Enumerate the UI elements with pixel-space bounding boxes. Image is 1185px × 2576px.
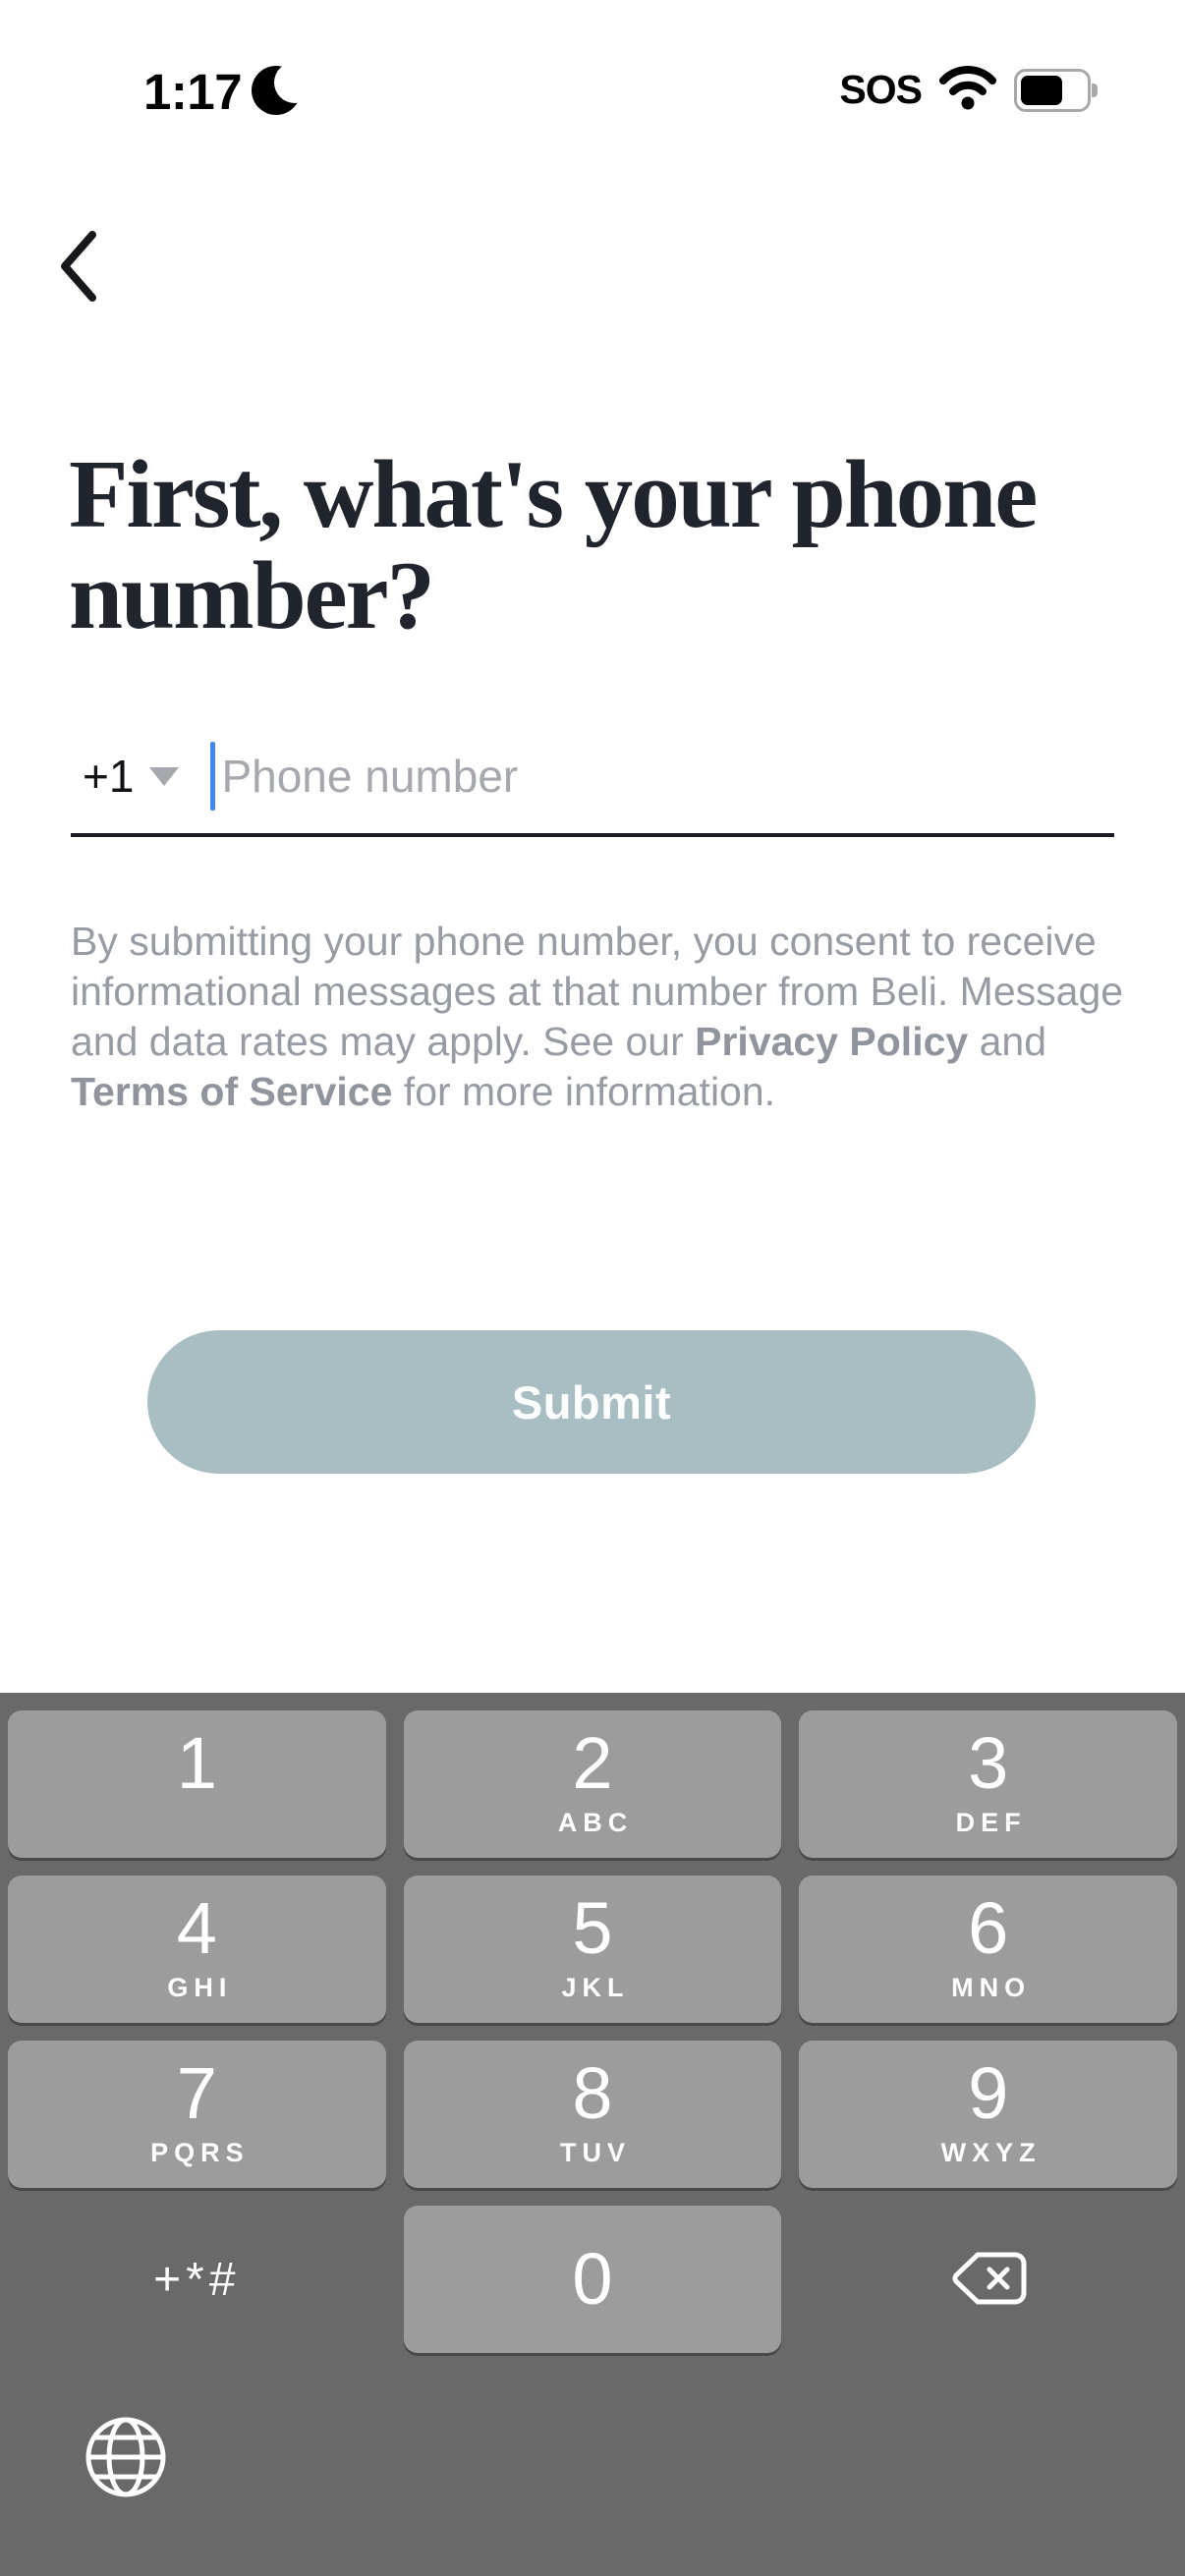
legal-segment: for more information. bbox=[392, 1069, 776, 1114]
key-digit: 7 bbox=[176, 2052, 217, 2134]
key-symbols[interactable] bbox=[8, 2206, 386, 2353]
back-button[interactable] bbox=[49, 226, 108, 308]
key-9[interactable] bbox=[799, 2041, 1177, 2188]
page-title-line-1: First, what's your phone bbox=[69, 441, 1037, 548]
key-4[interactable] bbox=[8, 1876, 386, 2023]
key-letters: MNO bbox=[951, 1973, 1032, 2002]
phone-number-input[interactable] bbox=[215, 750, 518, 803]
wifi-icon bbox=[939, 65, 996, 115]
page-title bbox=[69, 441, 1159, 649]
delete-backspace-icon bbox=[947, 2248, 1030, 2312]
key-0[interactable] bbox=[404, 2206, 782, 2353]
caret-down-icon bbox=[149, 767, 179, 786]
key-letters: TUV bbox=[559, 2138, 631, 2167]
key-digit: 4 bbox=[176, 1887, 217, 1969]
page-title-line-2: number? bbox=[69, 542, 434, 649]
key-digit: 2 bbox=[572, 1722, 613, 1804]
symbols-key-label: +*# bbox=[153, 2253, 241, 2306]
key-digit: 0 bbox=[572, 2238, 613, 2320]
phone-input-placeholder: Phone number bbox=[221, 751, 519, 802]
moon-icon bbox=[250, 61, 307, 123]
country-code-label: +1 bbox=[83, 751, 135, 802]
key-3[interactable] bbox=[799, 1710, 1177, 1858]
battery-icon bbox=[1014, 69, 1091, 112]
globe-icon bbox=[83, 2489, 169, 2503]
key-letters: JKL bbox=[561, 1973, 630, 2002]
key-digit: 6 bbox=[968, 1887, 1009, 1969]
keyboard-globe-button[interactable] bbox=[81, 2413, 171, 2503]
key-digit: 3 bbox=[968, 1722, 1009, 1804]
legal-segment: By submitting your phone number, you consent to receive informational messages at that number from Beli. Message and data rates may apply. See our bbox=[71, 919, 1124, 1064]
input-underline bbox=[71, 833, 1114, 837]
chevron-left-icon bbox=[53, 294, 104, 308]
key-digit: 9 bbox=[968, 2052, 1009, 2134]
legal-text bbox=[71, 917, 1134, 1117]
key-letters: DEF bbox=[955, 1808, 1027, 1837]
phone-input-row bbox=[83, 737, 518, 815]
key-1[interactable] bbox=[8, 1710, 386, 1858]
terms-of-service-link[interactable]: Terms of Service bbox=[71, 1069, 393, 1114]
key-8[interactable] bbox=[404, 2041, 782, 2188]
legal-segment: and bbox=[968, 1019, 1047, 1064]
key-2[interactable] bbox=[404, 1710, 782, 1858]
status-bar-right bbox=[839, 65, 1091, 115]
key-digit: 5 bbox=[572, 1887, 613, 1969]
status-time: 1:17 bbox=[143, 64, 243, 120]
key-6[interactable] bbox=[799, 1876, 1177, 2023]
privacy-policy-link[interactable]: Privacy Policy bbox=[695, 1019, 969, 1064]
key-5[interactable] bbox=[404, 1876, 782, 2023]
country-code-selector[interactable] bbox=[83, 750, 179, 803]
number-pad bbox=[8, 1710, 1177, 2353]
key-digit: 1 bbox=[176, 1722, 217, 1804]
numeric-keyboard bbox=[0, 1693, 1185, 2576]
key-digit: 8 bbox=[572, 2052, 613, 2134]
key-letters: PQRS bbox=[150, 2138, 250, 2167]
key-delete[interactable] bbox=[799, 2206, 1177, 2353]
status-bar-left bbox=[143, 61, 307, 123]
key-7[interactable] bbox=[8, 2041, 386, 2188]
submit-button[interactable] bbox=[147, 1330, 1036, 1474]
key-letters: ABC bbox=[557, 1808, 634, 1837]
key-letters: WXYZ bbox=[940, 2138, 1042, 2167]
key-letters: GHI bbox=[167, 1973, 233, 2002]
submit-button-label: Submit bbox=[511, 1375, 672, 1428]
sos-label: SOS bbox=[839, 67, 922, 112]
